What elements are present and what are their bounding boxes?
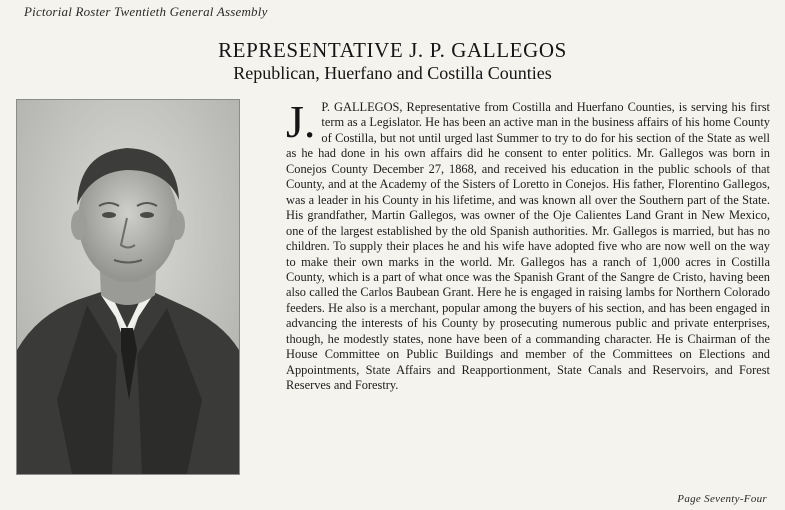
biography-body: P. GALLEGOS, Representative from Costilla and Huerfano Counties, is serving his first term as a Legislator. He has been an active man in the business affairs of his home County of Costilla, but not until urged last Summer to try to do for his section of the State as well as he had done in his own affairs did he consent to enter politics. Mr. Gallegos was born in Conejos County December 27, 1868, and received his education in the public schools of that County, and at the Academy of the Sisters of Loretto in Conejos. His father, Florentino Gallegos, was a leader in his County in his lifetime, and was known all over the Southern part of the State. His grandfather, Martin Gallegos, was owner of the Oje Calientes Land Grant in New Mexico, one of the largest established by the old Spanish authorities. Mr. Gallegos is married, but has no children. To supply their places he and his wife have adopted five who are now well on the way to make their own marks in the world. Mr. Gallegos has a ranch of 1,000 acres in Costilla County, which is a part of what once was the Spanish Grant of the Sangre de Cristo, having been also called the Carlos Baubean Grant. Here he is engaged in raising lambs for Northern Colorado feeders. He also is a merchant, popular among the buyers of his section, and has been engaged in advancing the interests of his County by prosecuting numerous public and private enterprises, though, he modestly states, none have been of a commanding character. He is Chairman of the House Committee on Public Buildings and member of the Committees on Elections and Appointments, State Affairs and Reapportionment, State Canals and Reservoirs, and Forest Reserves and Forestry. [286,100,770,393]
portrait-photo [16,99,240,475]
page-title: REPRESENTATIVE J. P. GALLEGOS [218,38,567,62]
page-number: Page Seventy-Four [677,493,767,505]
page-subtitle: Republican, Huerfano and Costilla Counties [233,63,552,83]
drop-cap: J. [286,96,316,147]
running-head: Pictorial Roster Twentieth General Assembly [24,4,268,19]
biography-text [286,96,770,394]
